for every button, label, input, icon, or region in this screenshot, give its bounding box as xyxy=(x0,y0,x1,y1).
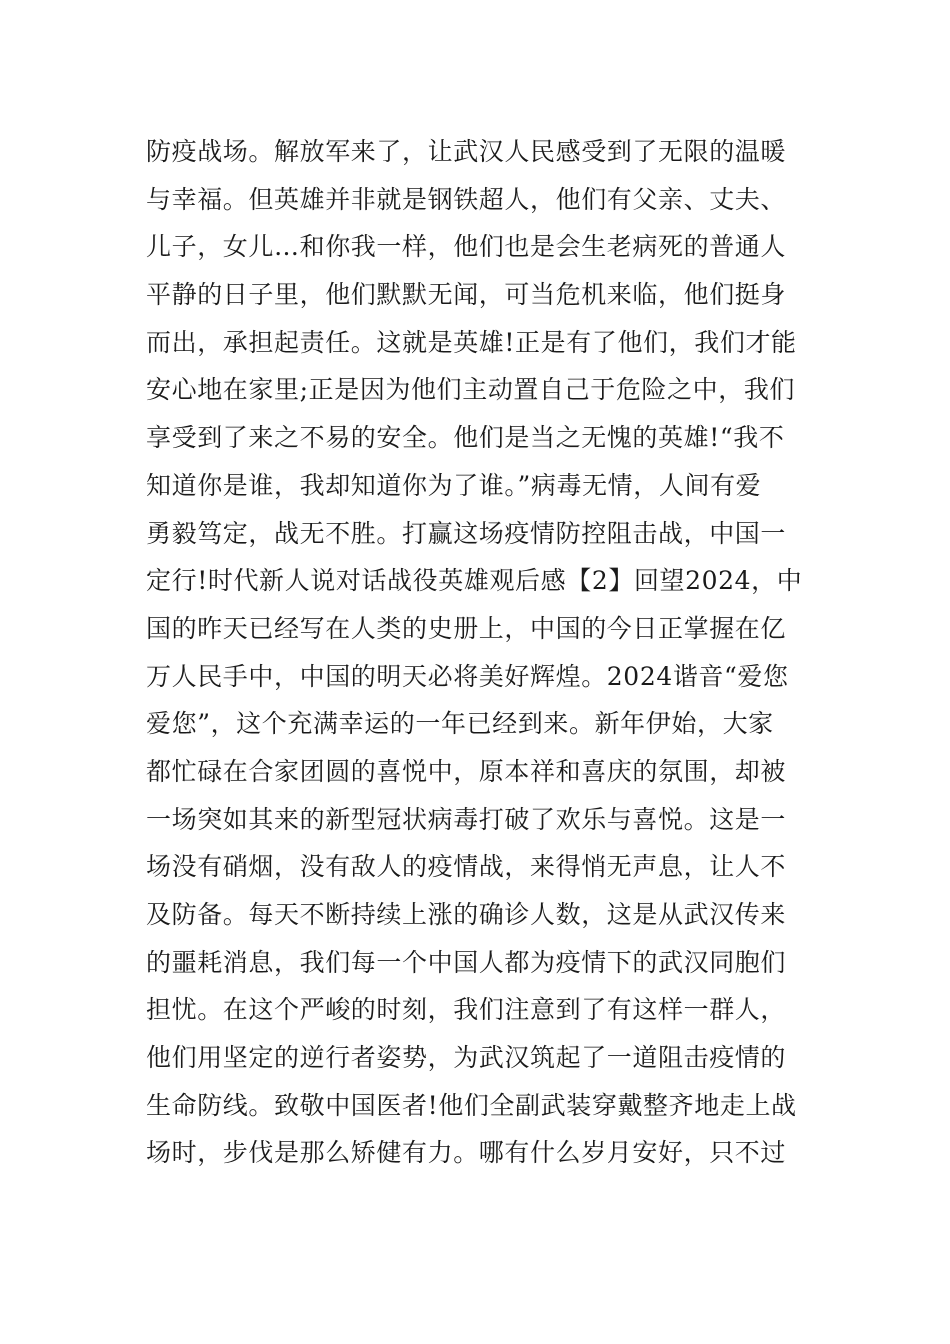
text-line: 勇毅笃定，战无不胜。打赢这场疫情防控阻击战，中国一 xyxy=(146,518,787,548)
text-line: 场时，步伐是那么矫健有力。哪有什么岁月安好，只不过 xyxy=(146,1138,787,1168)
text-line: 万人民手中，中国的明天必将美好辉煌。2024谐音“爱您 xyxy=(146,661,789,691)
text-line: 平静的日子里，他们默默无闻，可当危机来临，他们挺身 xyxy=(146,280,787,310)
body-text xyxy=(146,128,816,1177)
text-line: 生命防线。致敬中国医者!他们全副武装穿戴整齐地走上战 xyxy=(146,1090,797,1120)
text-line: 场没有硝烟，没有敌人的疫情战，来得悄无声息，让人不 xyxy=(146,852,787,882)
text-line: 及防备。每天不断持续上涨的确诊人数，这是从武汉传来 xyxy=(146,900,787,929)
text-line: 安心地在家里;正是因为他们主动置自己于危险之中，我们 xyxy=(146,375,796,405)
text-line: 爱您”，这个充满幸运的一年已经到来。新年伊始，大家 xyxy=(146,709,774,739)
text-line: 一场突如其来的新型冠状病毒打破了欢乐与喜悦。这是一 xyxy=(146,804,787,834)
text-line: 都忙碌在合家团圆的喜悦中，原本祥和喜庆的氛围，却被 xyxy=(146,756,787,786)
text-line: 知道你是谁，我却知道你为了谁。”病毒无情，人间有爱 xyxy=(146,470,762,500)
text-line: 享受到了来之不易的安全。他们是当之无愧的英雄!“我不 xyxy=(146,423,785,453)
text-line: 防疫战场。解放军来了，让武汉人民感受到了无限的温暖 xyxy=(146,137,787,166)
text-line: 的噩耗消息，我们每一个中国人都为疫情下的武汉同胞们 xyxy=(146,947,787,977)
text-line: 定行!时代新人说对话战役英雄观后感【2】回望2024，中 xyxy=(146,566,803,596)
text-line: 与幸福。但英雄并非就是钢铁超人，他们有父亲、丈夫、 xyxy=(146,184,787,214)
text-line: 儿子，女儿…和你我一样，他们也是会生老病死的普通人 xyxy=(146,232,787,262)
text-line: 担忧。在这个严峻的时刻，我们注意到了有这样一群人， xyxy=(146,995,787,1025)
text-line: 而出，承担起责任。这就是英雄!正是有了他们，我们才能 xyxy=(146,327,797,357)
text-line: 他们用坚定的逆行者姿势，为武汉筑起了一道阻击疫情的 xyxy=(146,1043,787,1073)
text-line: 国的昨天已经写在人类的史册上，中国的今日正掌握在亿 xyxy=(146,613,787,643)
